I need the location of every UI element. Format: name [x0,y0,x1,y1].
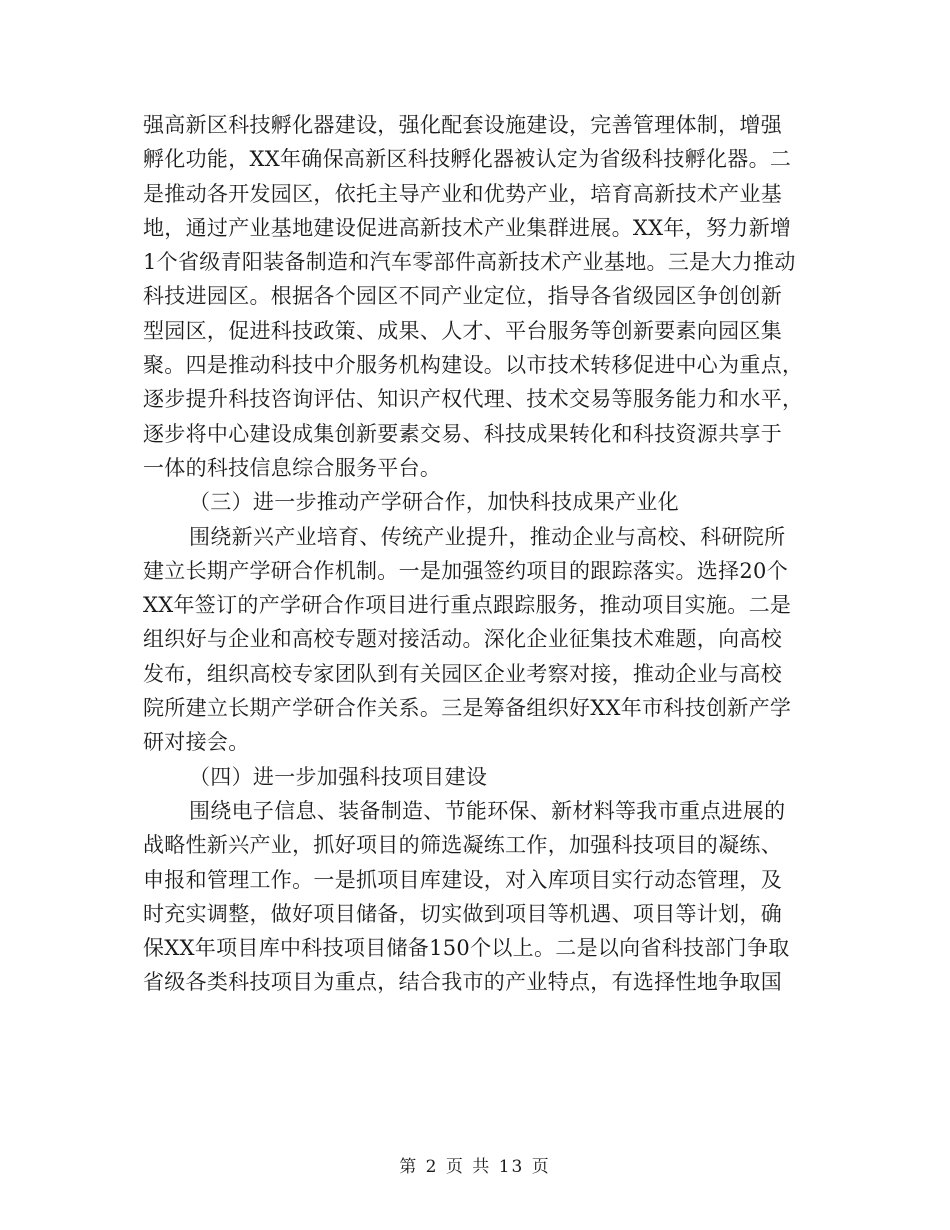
text-line: 地，通过产业基地建设促进高新技术产业集群进展。XX年，努力新增 [143,215,792,240]
text-line: 发布，组织高校专家团队到有关园区企业考察对接，推动企业与高校 [143,661,782,686]
text-line: 省级各类科技项目为重点，结合我市的产业特点，有选择性地争取国 [143,970,782,995]
text-line: 逐步提升科技咨询评估、知识产权代理、技术交易等服务能力和水平， [143,387,804,412]
text-line: 建立长期产学研合作机制。一是加强签约项目的跟踪落实。选择20个 [143,558,789,583]
text-line: 是推动各开发园区，依托主导产业和优势产业，培育高新技术产业基 [143,181,782,206]
page-footer: 第 2 页 共 13 页 [399,1157,551,1177]
text-line: 申报和管理工作。一是抓项目库建设，对入库项目实行动态管理，及 [143,867,782,892]
text-line: 一体的科技信息综合服务平台。 [143,455,442,480]
text-line: 逐步将中心建设成集创新要素交易、科技成果转化和科技资源共享于 [143,421,782,446]
text-line: （三）进一步推动产学研合作，加快科技成果产业化 [189,490,679,515]
text-line: 1个省级青阳装备制造和汽车零部件高新技术产业基地。三是大力推动 [143,250,796,275]
document-body [143,108,811,1000]
text-line: 战略性新兴产业，抓好项目的筛选凝练工作，加强科技项目的凝练、 [143,833,782,858]
text-line: 型园区，促进科技政策、成果、人才、平台服务等创新要素向园区集 [143,318,782,343]
text-line: 院所建立长期产学研合作关系。三是筹备组织好XX年市科技创新产学 [143,696,792,721]
text-line: 围绕电子信息、装备制造、节能环保、新材料等我市重点进展的 [189,798,786,823]
text-line: 围绕新兴产业培育、传统产业提升，推动企业与高校、科研院所 [189,524,786,549]
text-line: 组织好与企业和高校专题对接活动。深化企业征集技术难题，向高校 [143,627,782,652]
text-line: 孵化功能，XX年确保高新区科技孵化器被认定为省级科技孵化器。二 [143,147,792,172]
text-line: 研对接会。 [143,730,250,755]
text-line: 时充实调整，做好项目储备，切实做到项目等机遇、项目等计划，确 [143,901,782,926]
text-line: 聚。四是推动科技中介服务机构建设。以市技术转移促进中心为重点， [143,353,804,378]
text-line: （四）进一步加强科技项目建设 [189,764,488,789]
text-line: 保XX年项目库中科技项目储备150个以上。二是以向省科技部门争取 [143,936,790,961]
text-line: XX年签订的产学研合作项目进行重点跟踪服务，推动项目实施。二是 [143,593,792,618]
text-line: 科技进园区。根据各个园区不同产业定位，指导各省级园区争创创新 [143,284,782,309]
text-line: 强高新区科技孵化器建设，强化配套设施建设，完善管理体制，增强 [143,113,782,137]
